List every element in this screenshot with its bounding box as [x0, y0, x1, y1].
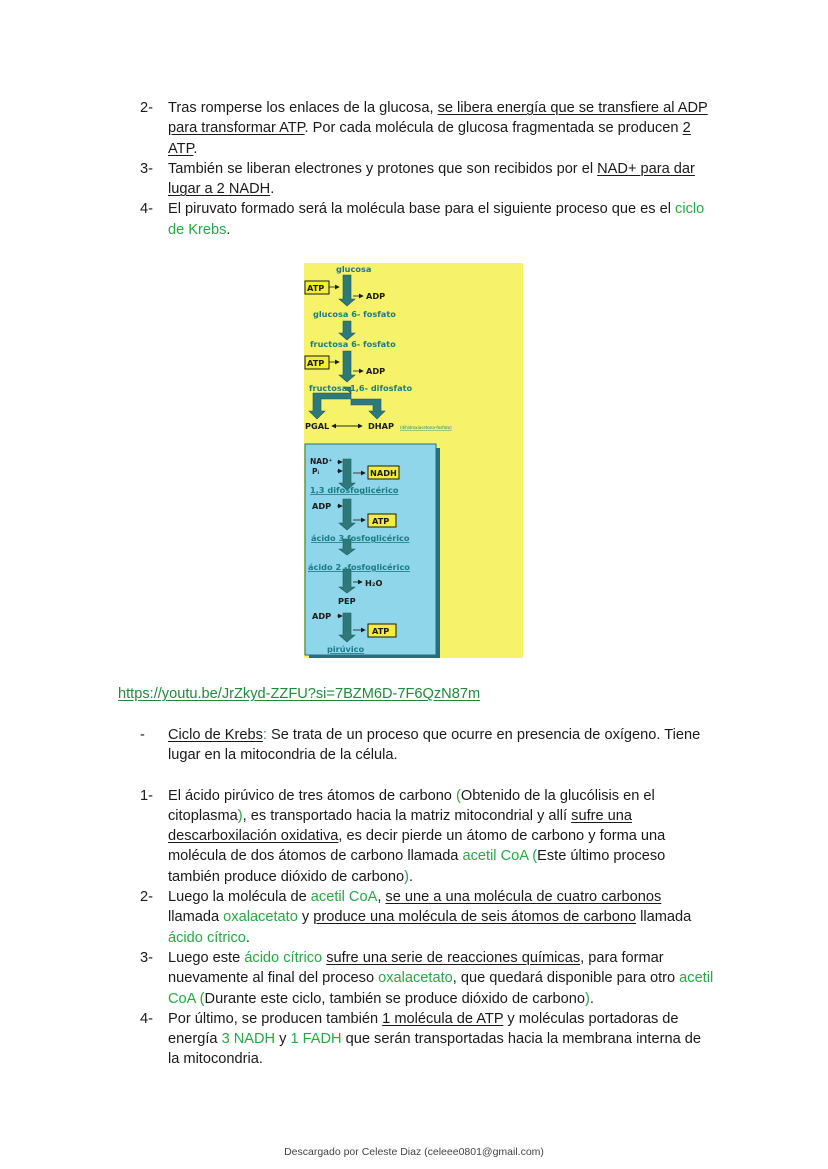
underlined-text: sufre una descarboxilación oxidativa: [168, 807, 633, 845]
label-nadh: NADH: [370, 468, 397, 478]
list-item: [140, 948, 715, 1009]
label-fructosa-16-difosfato: fructosa 1,6- difosfato: [309, 383, 413, 393]
list-item: [140, 887, 715, 948]
highlighted-term: (: [532, 848, 538, 865]
glycolysis-steps: [140, 98, 715, 240]
text-run: , que quedará disponible para otro: [452, 970, 680, 987]
text-run: llamada: [636, 909, 692, 926]
label-adp-3: ADP: [312, 501, 332, 511]
text-run: .: [408, 868, 414, 885]
label-atp-4: ATP: [372, 626, 390, 636]
krebs-steps: [140, 786, 715, 1070]
text-run: y: [297, 909, 314, 926]
text-run: que serán transportadas hacia la membrana interna de la mitocondria.: [168, 1031, 701, 1068]
text-run: .: [245, 929, 250, 946]
text-run: .: [270, 181, 275, 198]
highlighted-term: ácido cítrico: [244, 949, 323, 966]
glycolysis-diagram: [304, 263, 523, 658]
text-run: y: [275, 1031, 291, 1048]
highlighted-term: ): [237, 807, 243, 824]
underlined-text: produce una molécula de seis átomos de carbono: [313, 909, 637, 926]
text-run: Tras romperse los enlaces de la glucosa,: [168, 100, 438, 116]
highlighted-term: acetil CoA: [310, 889, 378, 906]
list-item: [140, 786, 715, 887]
label-piruvico: pirúvico: [327, 644, 365, 654]
label-dhap: DHAP: [368, 421, 394, 431]
text-run: .: [226, 221, 231, 238]
text-run: Este último proceso también produce dióxido de carbono: [168, 848, 666, 885]
label-atp-1: ATP: [307, 283, 325, 293]
text-run: .: [193, 140, 198, 157]
text-run: . Por cada molécula de glucosa fragmentada se producen: [304, 120, 683, 137]
underlined-text: sufre una serie de reacciones químicas: [326, 949, 581, 966]
list-item: [140, 98, 715, 159]
label-pep: PEP: [338, 596, 356, 606]
highlighted-term: ): [404, 868, 409, 885]
highlighted-term: ): [585, 990, 590, 1007]
label-pi: Pᵢ: [312, 467, 320, 476]
underlined-text: 2 ATP: [168, 120, 691, 157]
list-item: [140, 1009, 715, 1070]
list-number: 2-: [140, 100, 153, 116]
text-run: , es decir pierde un átomo de carbono y forma una molécula de dos átomos de carbono llamada: [168, 828, 666, 865]
label-13-difosfoglicerico: 1,3 difosfoglicérico: [310, 485, 399, 495]
highlighted-term: ácido cítrico: [168, 929, 246, 946]
label-glucosa-6-fosfato: glucosa 6- fosfato: [313, 309, 396, 319]
list-number: 3-: [140, 949, 153, 966]
list-item-text: [168, 98, 715, 159]
list-number: 3-: [140, 160, 153, 177]
list-item-text: [168, 887, 715, 948]
highlighted-term: acetil CoA: [462, 848, 529, 865]
label-glucosa: glucosa: [336, 264, 372, 274]
text-run: Luego este: [168, 949, 245, 966]
text-run: .: [589, 990, 594, 1007]
label-adp-1: ADP: [366, 291, 386, 301]
text-run: Se trata de un proceso que ocurre en presencia de oxígeno. Tiene lugar en la mitocondria de la célula.: [168, 727, 701, 764]
list-item-text: [168, 1009, 715, 1070]
label-h2o: H₂O: [365, 578, 383, 588]
text-run: El ácido pirúvico de tres átomos de carbono: [168, 787, 456, 804]
highlighted-term: ciclo de Krebs: [168, 201, 705, 238]
text-run: Durante este ciclo, también se produce dióxido de carbono: [204, 990, 586, 1007]
text-run: llamada: [168, 909, 224, 926]
highlighted-term: :: [262, 727, 267, 743]
text-run: , es transportado hacia la matriz mitocondrial y allí: [242, 807, 572, 824]
list-item-text: [168, 786, 715, 887]
text-run: Luego la molécula de: [168, 889, 311, 906]
label-atp-3: ATP: [372, 516, 390, 526]
list-item: [140, 199, 715, 240]
label-3-fosfoglicerico: ácido 3 fosfoglicérico: [311, 533, 410, 543]
highlighted-term: 3 NADH: [221, 1031, 276, 1048]
highlighted-term: oxalacetato: [378, 970, 453, 987]
krebs-intro-text: [168, 725, 715, 766]
list-number: 2-: [140, 889, 153, 906]
underlined-text: se une a una molécula de cuatro carbonos: [385, 889, 662, 906]
download-footer: Descargado por Celeste Diaz (celeee0801@gmail.com): [284, 1146, 544, 1158]
text-run: Obtenido de la glucólisis en el citoplasma: [168, 787, 655, 824]
label-adp-2: ADP: [366, 366, 386, 376]
text-run: También se liberan electrones y protones que son recibidos por el: [168, 160, 598, 177]
highlighted-term: (: [199, 990, 205, 1007]
list-item: [140, 159, 715, 200]
underlined-text: 1 molécula de ATP: [382, 1010, 504, 1027]
highlighted-term: acetil CoA: [168, 970, 714, 1007]
list-item-text: [168, 948, 715, 1009]
list-item-text: [168, 199, 715, 240]
underlined-text: se libera energía que se transfiere al ADP para transformar ATP: [168, 100, 708, 137]
list-item-text: [168, 159, 715, 200]
highlighted-term: 1 FADH: [290, 1031, 342, 1048]
spacer: [140, 766, 715, 786]
label-fructosa-6-fosfato: fructosa 6- fosfato: [310, 339, 396, 349]
krebs-section: [140, 725, 715, 1070]
highlighted-term: (: [455, 787, 461, 804]
label-atp-2: ATP: [307, 358, 325, 368]
bullet-dash: -: [140, 727, 145, 743]
list-number: 4-: [140, 201, 153, 218]
text-run: Por último, se producen también: [168, 1010, 383, 1027]
text-run: y moléculas portadoras de energía: [168, 1010, 679, 1048]
label-2-fosfoglicerico: ácido 2 -fosfoglicérico: [308, 562, 410, 572]
text-run: , para formar nuevamente al final del proceso: [168, 949, 664, 987]
underlined-text: NAD+ para dar lugar a 2 NADH: [168, 160, 695, 198]
label-nad: NAD⁺: [310, 457, 333, 466]
list-number: 4-: [140, 1010, 153, 1027]
highlighted-term: oxalacetato: [223, 909, 298, 926]
krebs-intro: [140, 725, 715, 766]
text-run: El piruvato formado será la molécula base para el siguiente proceso que es el: [168, 201, 676, 218]
text-run: ,: [377, 889, 386, 906]
list-number: 1-: [140, 787, 153, 804]
label-dhap-note: (dihidroxiacetona-fosfato): [400, 425, 452, 430]
youtube-link[interactable]: https://youtu.be/JrZkyd-ZZFU?si=7BZM6D-7F6QzN87m: [118, 686, 481, 702]
underlined-text: Ciclo de Krebs: [168, 727, 263, 743]
label-pgal: PGAL: [305, 421, 330, 431]
label-adp-4: ADP: [312, 611, 332, 621]
